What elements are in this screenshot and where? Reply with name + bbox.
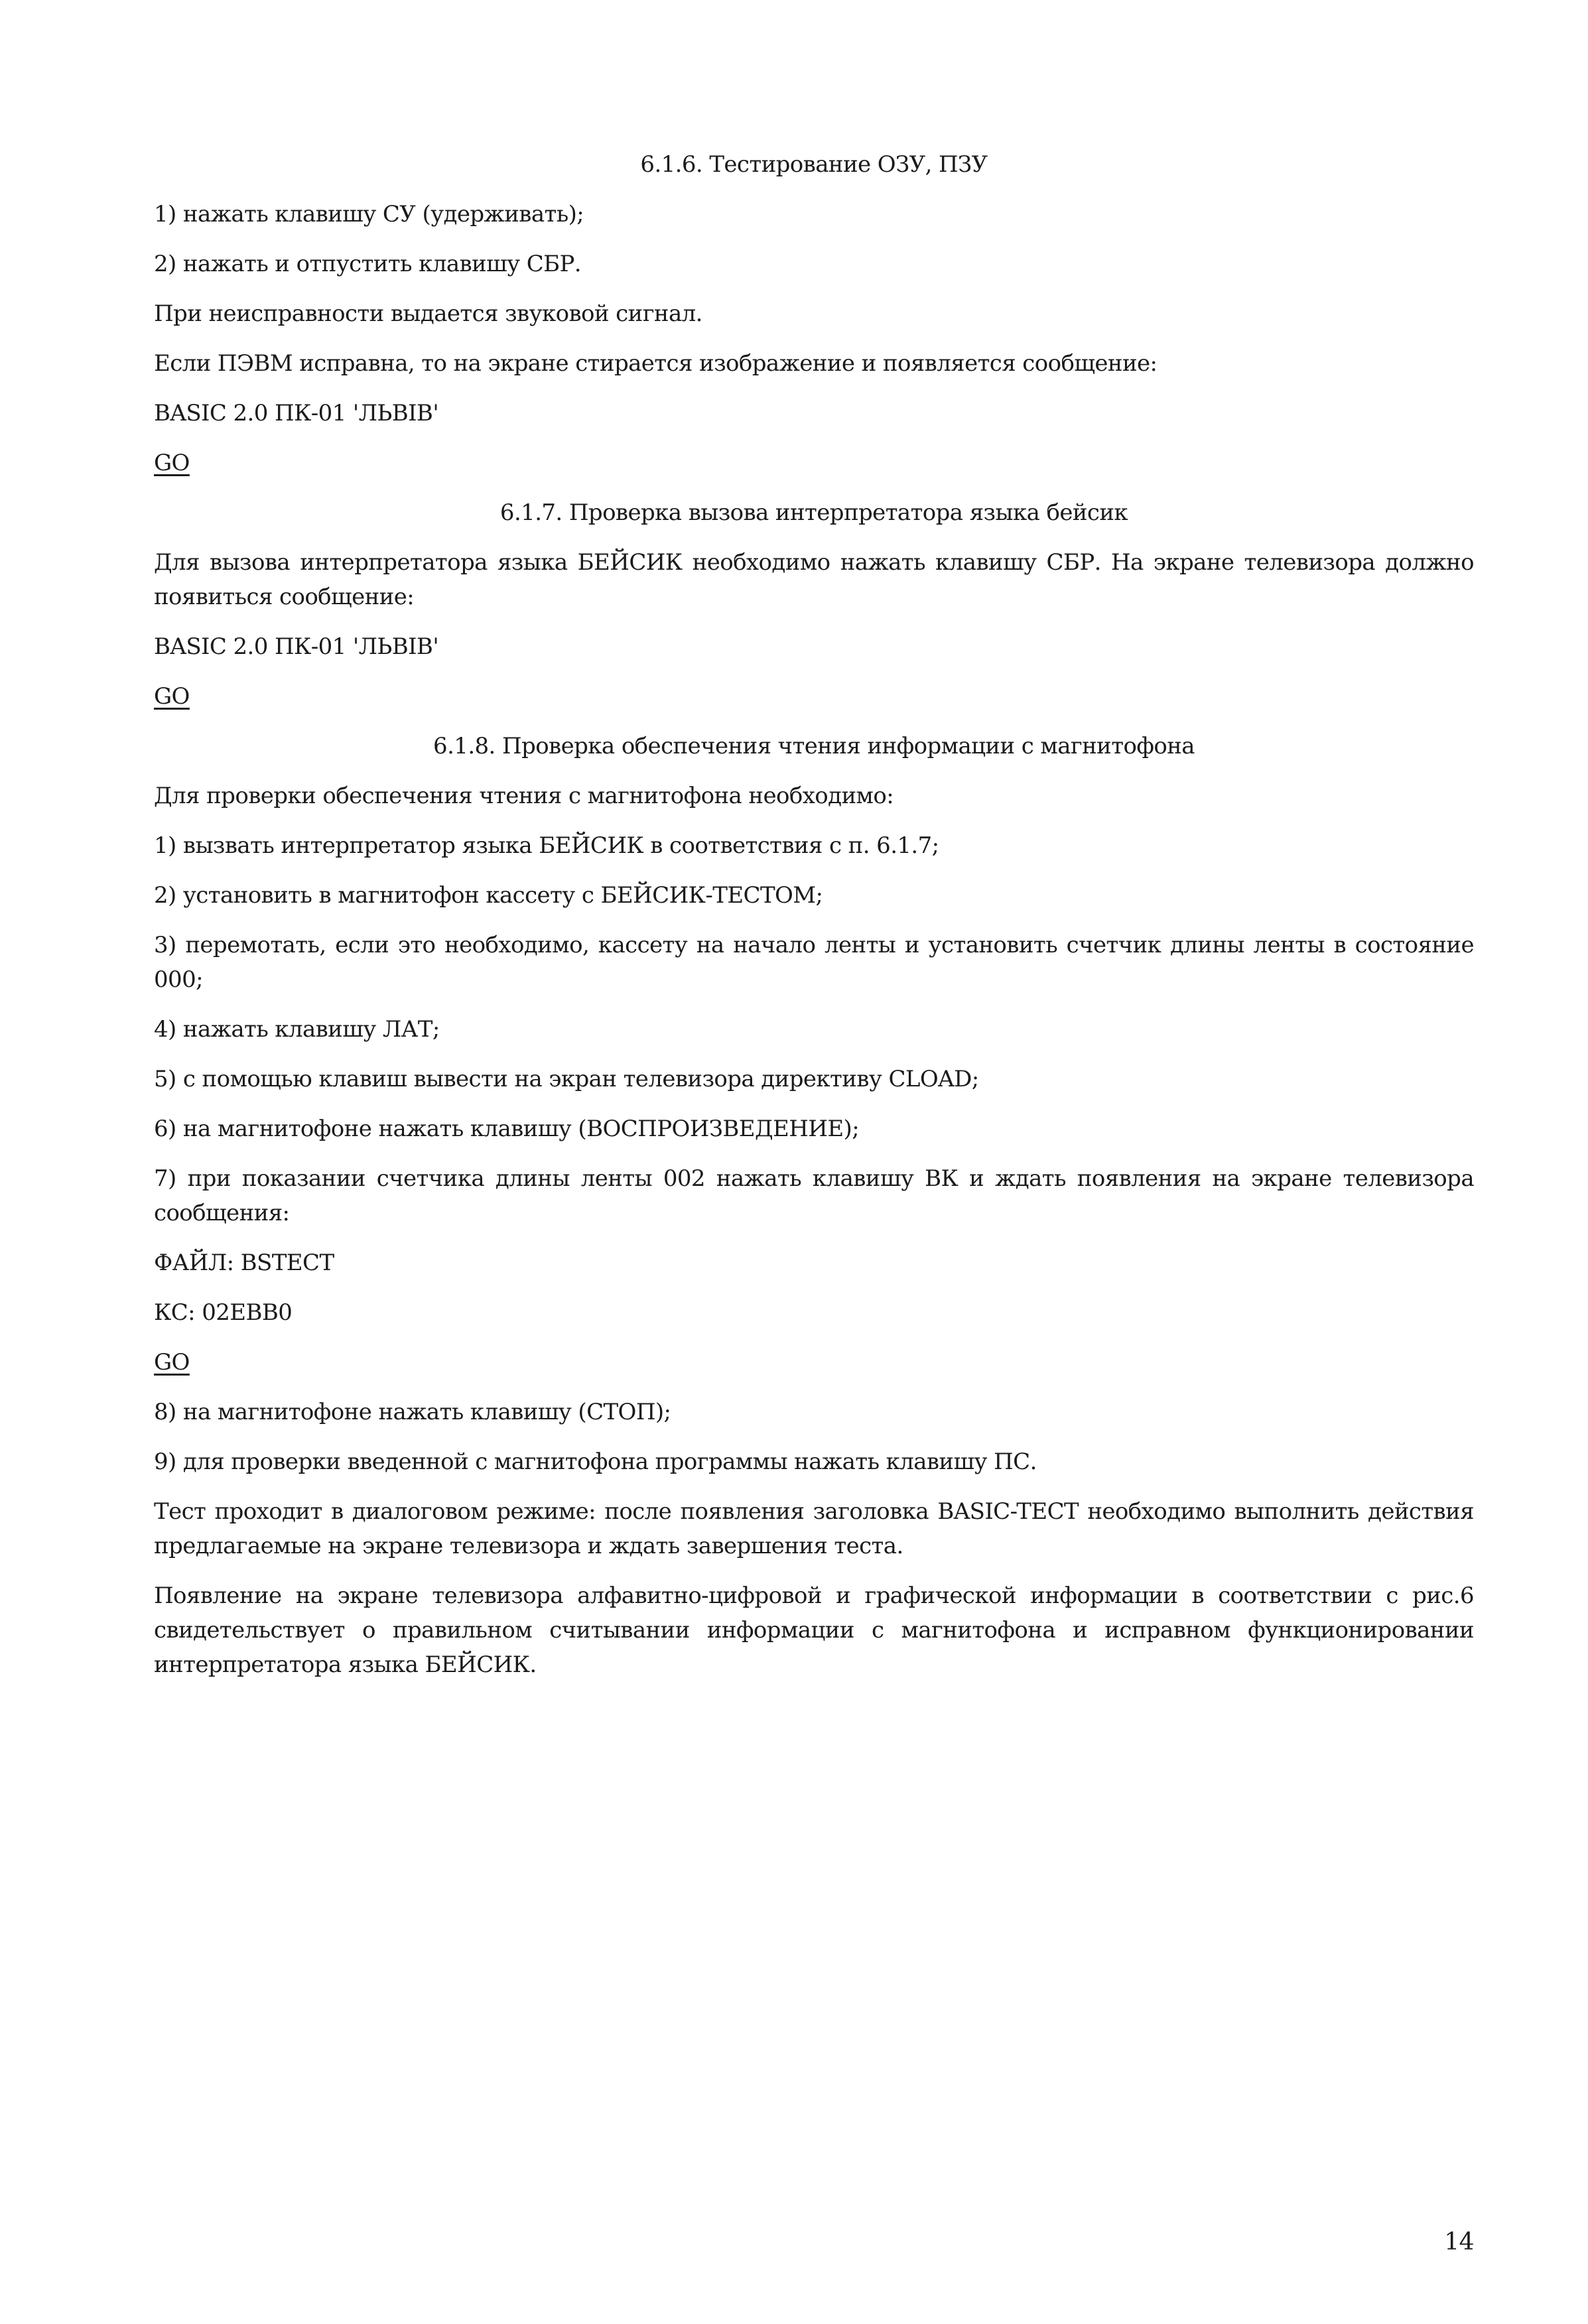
section-heading: 6.1.6. Тестирование ОЗУ, ПЗУ [640,151,988,178]
go-prompt: GO [154,683,190,710]
go-prompt: GO [154,450,190,476]
text-line: 7) при показании счетчика длины ленты 002 нажать клавишу ВК и ждать появления на экране телевизора сообщения: [154,1165,1474,1226]
text-line: BASIC 2.0 ПК-01 'ЛЬВІВ' [154,633,439,660]
text-line: КС: 02EBB0 [154,1299,293,1326]
text-line: 1) вызвать интерпретатор языка БЕЙСИК в соответствия с п. 6.1.7; [154,832,939,859]
text-line: ФАЙЛ: BSTECT [154,1250,334,1276]
text-line: 1) нажать клавишу СУ (удерживать); [154,201,584,227]
text-line: 4) нажать клавишу ЛАТ; [154,1016,440,1043]
text-line: BASIC 2.0 ПК-01 'ЛЬВІВ' [154,400,439,426]
text-line: 2) нажать и отпустить клавишу СБР. [154,251,581,277]
text-line: Тест проходит в диалоговом режиме: после появления заголовка BASIC-TECT необходимо выполнить действия предлагаемые на экране телевизора и ждать завершения теста. [154,1498,1474,1559]
text-line: Если ПЭВМ исправна, то на экране стирается изображение и появляется сообщение: [154,350,1158,377]
text-line: 8) на магнитофоне нажать клавишу (СТОП); [154,1399,671,1425]
section-heading: 6.1.8. Проверка обеспечения чтения информации с магнитофона [433,733,1195,759]
go-prompt: GO [154,1349,190,1376]
section-heading: 6.1.7. Проверка вызова интерпретатора языка бейсик [499,499,1128,526]
page-number: 14 [1444,2228,1474,2256]
text-line: 6) на магнитофоне нажать клавишу (ВОСПРОИЗВЕДЕНИЕ); [154,1116,860,1142]
text-line: Для проверки обеспечения чтения с магнитофона необходимо: [154,783,894,809]
document-page [154,147,1474,1697]
text-line: 3) перемотать, если это необходимо, кассету на начало ленты и установить счетчик длины ленты в состояние 000; [154,932,1474,993]
text-line: Для вызова интерпретатора языка БЕЙСИК необходимо нажать клавишу СБР. На экране телевизора должно появиться сообщение: [154,549,1474,610]
text-line: 2) установить в магнитофон кассету с БЕЙСИК-ТЕСТОМ; [154,882,823,909]
text-line: 5) с помощью клавиш вывести на экран телевизора директиву CLOAD; [154,1066,979,1092]
text-line: 9) для проверки введенной с магнитофона программы нажать клавишу ПС. [154,1449,1037,1475]
text-line: Появление на экране телевизора алфавитно-цифровой и графической информации в соответствии с рис.6 свидетельствует о правильном считывании информации с магнитофона и исправном функционировании интерпретатора языка БЕЙСИК. [154,1582,1474,1678]
text-line: При неисправности выдается звуковой сигнал. [154,300,702,327]
